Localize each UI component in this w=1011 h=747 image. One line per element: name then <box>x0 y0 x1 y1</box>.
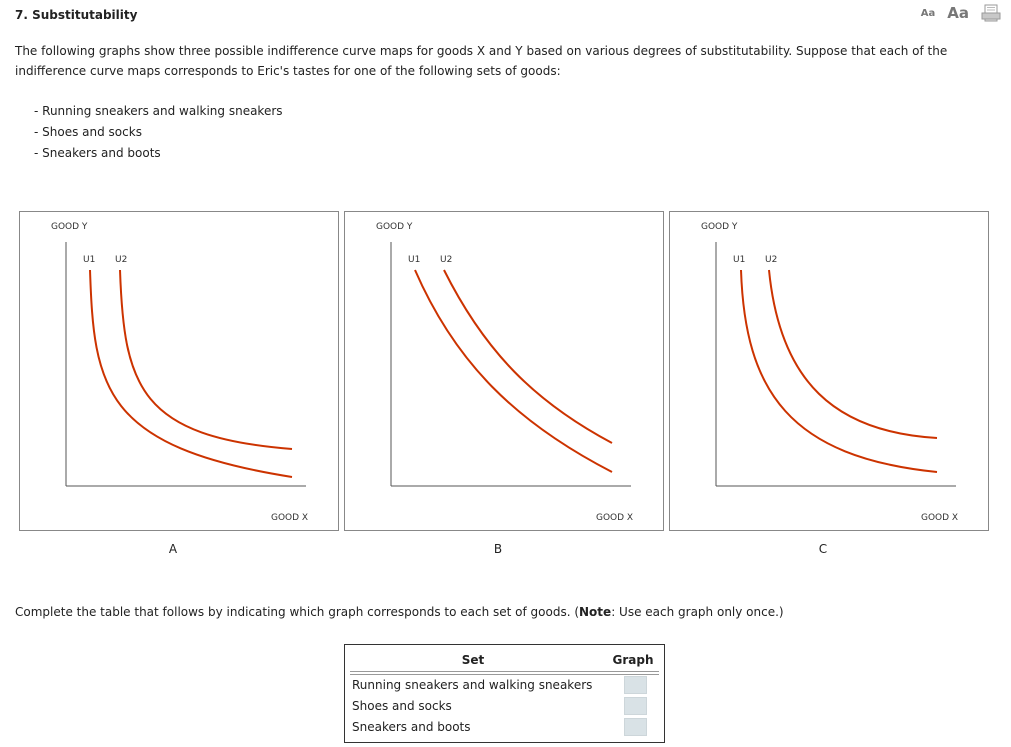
table-row <box>345 717 664 738</box>
graph-answer-dropdown[interactable] <box>624 676 647 694</box>
text-size-large-button[interactable]: Aa <box>947 4 969 22</box>
note-label: Note <box>579 605 612 619</box>
instruction-note-text: : Use each graph only once.) <box>611 605 784 619</box>
curve-label-u1: U1 <box>408 255 421 265</box>
curve-label-u1: U1 <box>83 255 96 265</box>
list-item: - Shoes and socks <box>34 125 142 139</box>
column-header-set: Set <box>461 653 485 667</box>
graph-b <box>344 211 664 531</box>
table-row <box>345 696 664 717</box>
graph-c <box>669 211 989 531</box>
row-set-label: Shoes and socks <box>352 699 452 713</box>
indifference-curve-u2 <box>120 270 292 449</box>
goods-set-list <box>34 101 283 164</box>
y-axis-label: GOOD Y <box>376 222 413 232</box>
y-axis-label: GOOD Y <box>701 222 738 232</box>
graph-a-plot <box>20 212 338 530</box>
row-set-label: Sneakers and boots <box>352 720 471 734</box>
question-title: 7. Substitutability <box>15 8 138 22</box>
table-instruction <box>15 605 784 619</box>
list-item: - Sneakers and boots <box>34 146 161 160</box>
graph-answer-dropdown[interactable] <box>624 718 647 736</box>
indifference-curve-u2 <box>444 270 612 443</box>
table-row <box>345 675 664 696</box>
curve-label-u1: U1 <box>733 255 746 265</box>
graph-c-plot <box>670 212 988 530</box>
curve-label-u2: U2 <box>440 255 453 265</box>
question-intro: The following graphs show three possible indifference curve maps for goods X and Y based on various degrees of substitutability. Suppose that each of the indifference curve maps corresponds to Eric's tastes for one of the following sets of goods: <box>15 44 948 78</box>
toolbar <box>921 4 1001 22</box>
indifference-curve-u1 <box>741 270 937 472</box>
text-size-small-button[interactable]: Aa <box>920 7 936 19</box>
graph-b-caption: B <box>493 542 503 556</box>
graph-answer-dropdown[interactable] <box>624 697 647 715</box>
column-header-graph: Graph <box>612 653 654 667</box>
header-divider <box>350 671 659 672</box>
graph-a-caption: A <box>168 542 178 556</box>
graph-c-caption: C <box>818 542 828 556</box>
answer-table <box>344 644 665 743</box>
x-axis-label: GOOD X <box>596 513 634 523</box>
print-icon[interactable] <box>981 4 1001 22</box>
instruction-text: Complete the table that follows by indicating which graph corresponds to each set of goods. ( <box>15 605 580 619</box>
curve-label-u2: U2 <box>765 255 778 265</box>
curve-label-u2: U2 <box>115 255 128 265</box>
x-axis-label: GOOD X <box>921 513 959 523</box>
row-set-label: Running sneakers and walking sneakers <box>352 678 593 692</box>
x-axis-label: GOOD X <box>271 513 309 523</box>
graph-a <box>19 211 339 531</box>
y-axis-label: GOOD Y <box>51 222 88 232</box>
indifference-curve-u2 <box>769 270 937 438</box>
graph-b-plot <box>345 212 663 530</box>
list-item: - Running sneakers and walking sneakers <box>34 104 283 118</box>
